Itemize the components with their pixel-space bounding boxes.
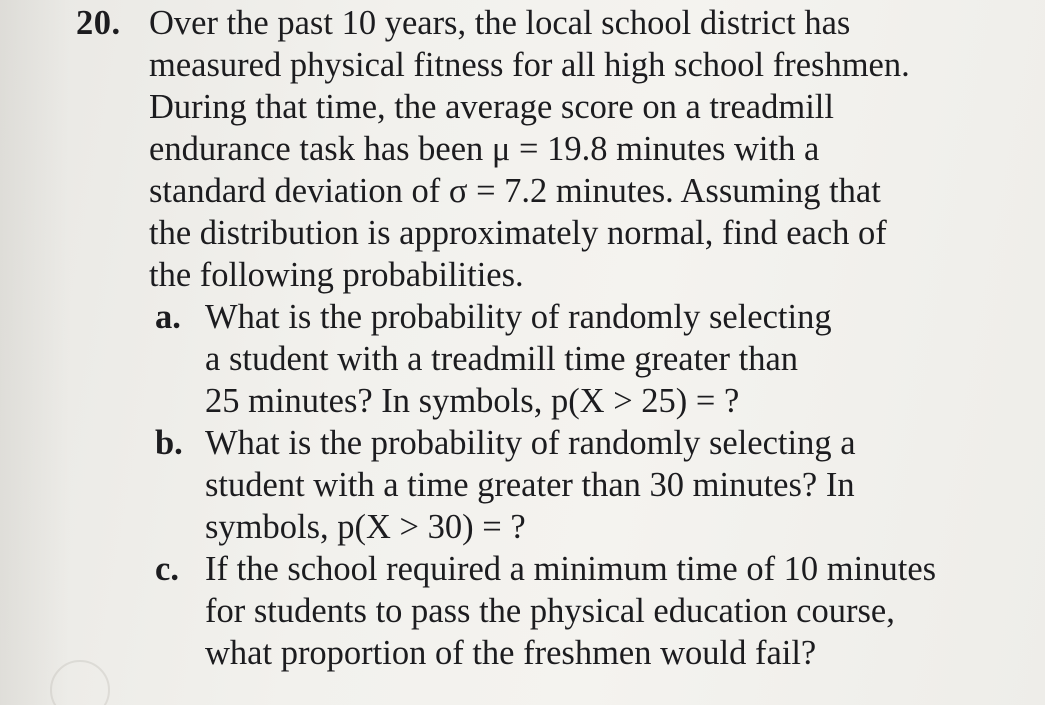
stem-line: the distribution is approximately normal, find each of bbox=[149, 214, 887, 252]
page-bottom-edge bbox=[0, 705, 1045, 709]
part-c bbox=[76, 548, 1036, 674]
problem-stem bbox=[149, 2, 1036, 296]
part-c-line: If the school required a minimum time of 10 minutes bbox=[205, 550, 937, 588]
problem-20 bbox=[76, 2, 1036, 674]
stem-line: measured physical fitness for all high school freshmen. bbox=[149, 46, 910, 84]
stem-line: standard deviation of σ = 7.2 minutes. Assuming that bbox=[149, 172, 881, 210]
part-b-line: What is the probability of randomly selecting a bbox=[205, 424, 856, 462]
part-c-line: for students to pass the physical education course, bbox=[205, 592, 895, 630]
part-a-label: a. bbox=[155, 298, 181, 336]
part-c-line: what proportion of the freshmen would fail? bbox=[205, 634, 817, 672]
part-a-line: 25 minutes? In symbols, p(X > 25) = ? bbox=[205, 382, 740, 420]
part-c-label: c. bbox=[155, 550, 179, 588]
part-b-label: b. bbox=[155, 424, 183, 462]
stem-line: endurance task has been μ = 19.8 minutes with a bbox=[149, 130, 820, 168]
part-b bbox=[76, 422, 1036, 548]
problem-number: 20. bbox=[76, 4, 121, 42]
part-a-line: What is the probability of randomly selecting bbox=[205, 298, 832, 336]
part-b-line: symbols, p(X > 30) = ? bbox=[205, 508, 526, 546]
stem-line: During that time, the average score on a treadmill bbox=[149, 88, 834, 126]
part-a-line: a student with a treadmill time greater than bbox=[205, 340, 799, 378]
part-a bbox=[76, 296, 1036, 422]
stem-line: the following probabilities. bbox=[149, 256, 524, 294]
stem-line: Over the past 10 years, the local school district has bbox=[149, 4, 851, 42]
page-shadow bbox=[0, 0, 70, 709]
part-b-line: student with a time greater than 30 minutes? In bbox=[205, 466, 855, 504]
